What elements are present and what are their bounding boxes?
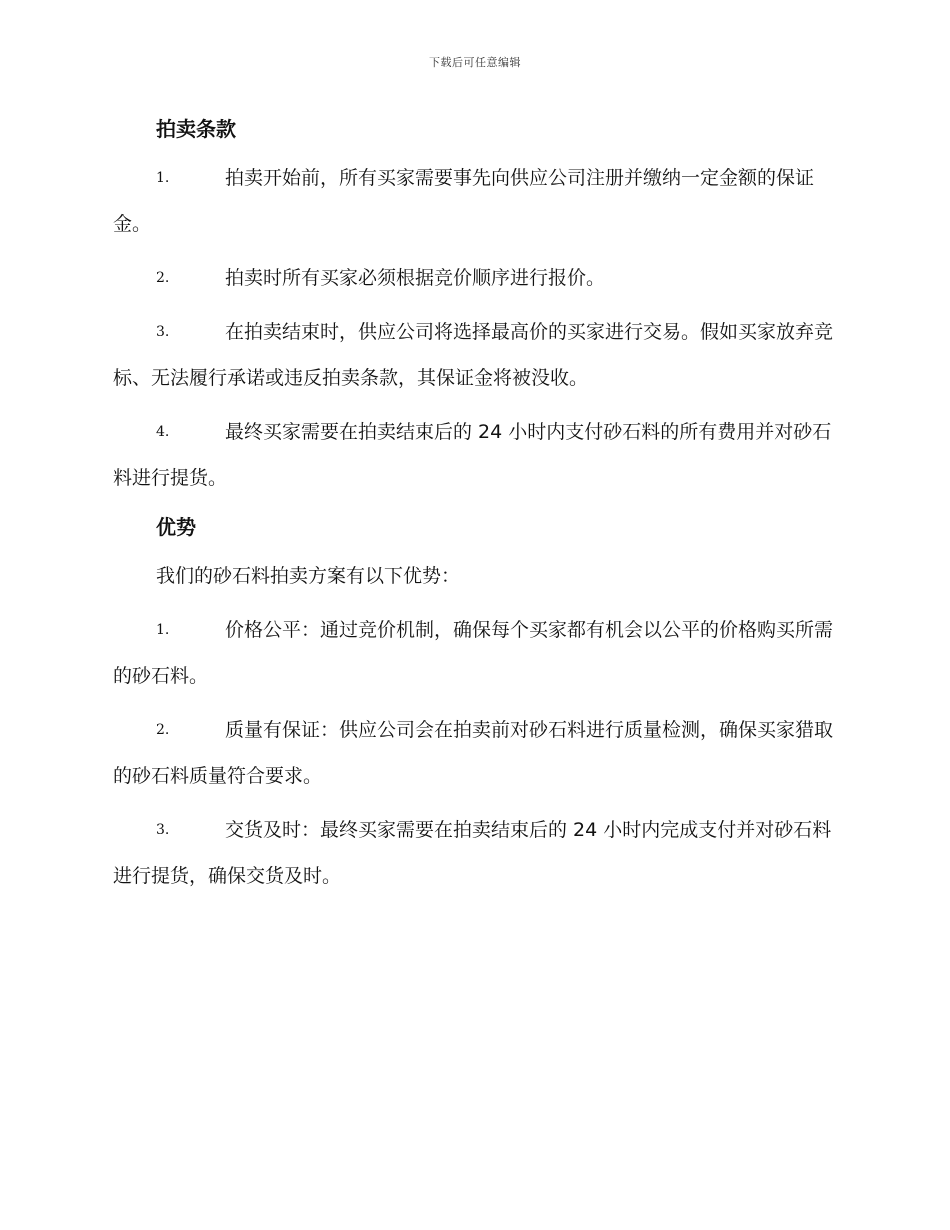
section-intro: 我们的砂石料拍卖方案有以下优势： (156, 565, 461, 587)
list-item (113, 607, 835, 699)
list-item-number: 4. (156, 424, 170, 440)
list-item-text: 交货及时：最终买家需要在拍卖结束后的 24 小时内完成支付并对砂石料进行提货，确保交货及时。 (113, 819, 832, 887)
list-item (113, 409, 835, 501)
list-item-number: 3. (156, 324, 170, 340)
section-title-auction-terms: 拍卖条款 (156, 117, 236, 141)
list-item-text: 质量有保证：供应公司会在拍卖前对砂石料进行质量检测，确保买家猎取的砂石料质量符合要求。 (113, 719, 834, 787)
list-item-text: 在拍卖结束时，供应公司将选择最高价的买家进行交易。假如买家放弃竞标、无法履行承诺或违反拍卖条款，其保证金将被没收。 (113, 321, 834, 389)
list-item-number: 2. (156, 722, 170, 738)
list-item (113, 255, 835, 301)
header-note: 下载后可任意编辑 (429, 56, 521, 69)
document-content (113, 113, 835, 899)
list-item-number: 2. (156, 270, 170, 286)
list-item-text: 拍卖开始前，所有买家需要事先向供应公司注册并缴纳一定金额的保证金。 (113, 167, 815, 235)
list-item-number: 3. (156, 822, 170, 838)
list-item-number: 1. (156, 170, 170, 186)
list-item-text: 拍卖时所有买家必须根据竞价顺序进行报价。 (225, 267, 606, 289)
list-item (113, 807, 835, 899)
list-item (113, 155, 835, 247)
list-item-number: 1. (156, 622, 170, 638)
list-item-text: 价格公平：通过竞价机制，确保每个买家都有机会以公平的价格购买所需的砂石料。 (113, 619, 834, 687)
list-item-text: 最终买家需要在拍卖结束后的 24 小时内支付砂石料的所有费用并对砂石料进行提货。 (113, 421, 832, 489)
list-item (113, 309, 835, 401)
list-item (113, 707, 835, 799)
section-title-advantages: 优势 (156, 515, 196, 539)
